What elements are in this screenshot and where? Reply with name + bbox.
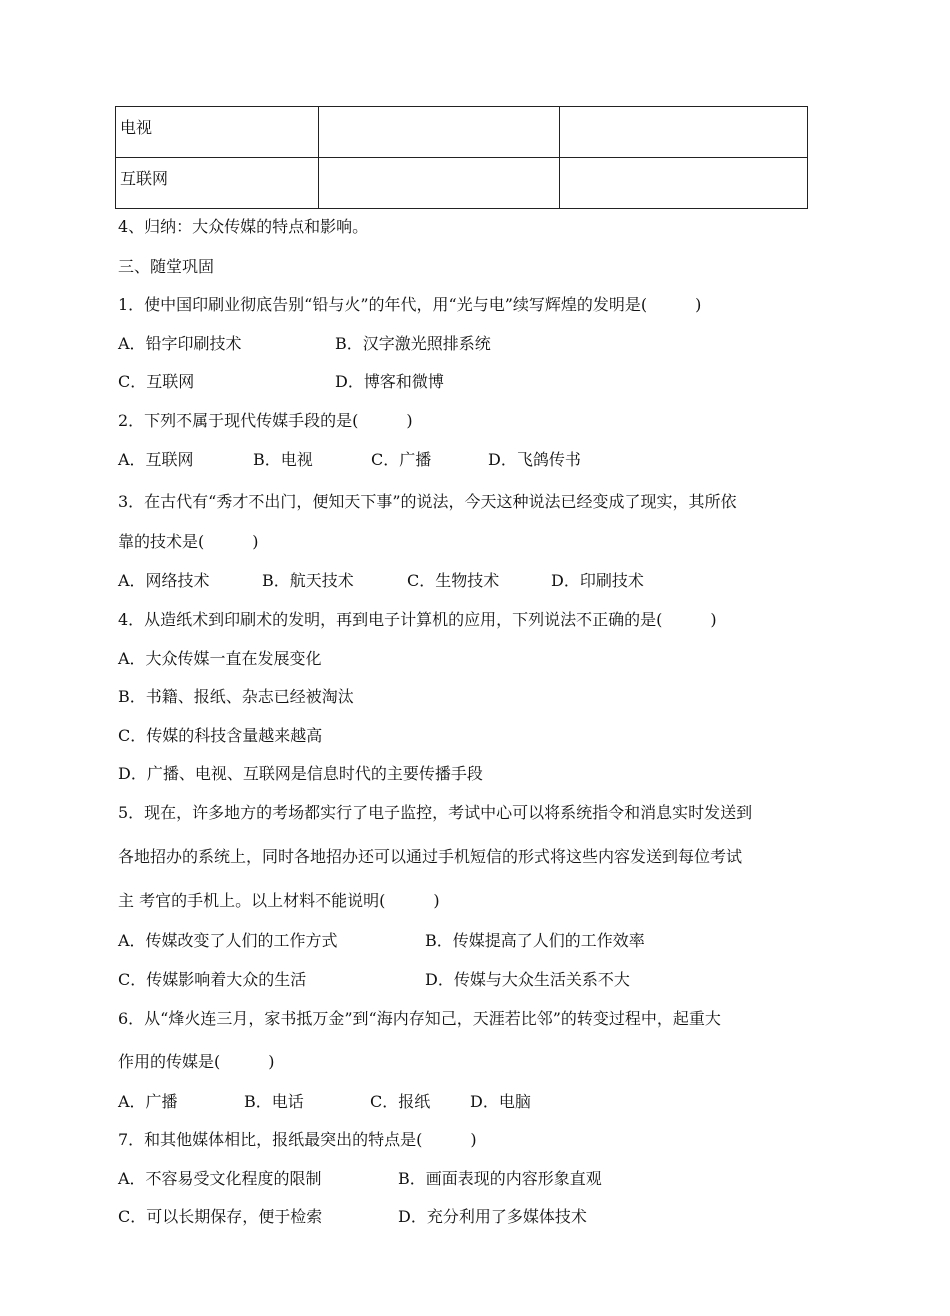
table-cell <box>560 107 808 158</box>
table-row <box>116 158 808 209</box>
question-6-option-a: A．广播 <box>118 1092 178 1111</box>
question-1-option-a: A．铅字印刷技术 <box>118 334 242 353</box>
question-5-option-d: D．传媒与大众生活关系不大 <box>425 970 630 989</box>
question-7-option-d: D．充分利用了多媒体技术 <box>398 1207 587 1226</box>
question-5-stem-line-1: 5．现在，许多地方的考场都实行了电子监控，考试中心可以将系统指令和消息实时发送到 <box>118 803 753 822</box>
question-4-option-c: C．传媒的科技含量越来越高 <box>118 726 323 745</box>
section-heading: 三、随堂巩固 <box>118 257 215 276</box>
question-5-option-c: C．传媒影响着大众的生活 <box>118 970 307 989</box>
question-1-option-d: D．博客和微博 <box>335 372 444 391</box>
question-5-option-b: B．传媒提高了人们的工作效率 <box>425 931 645 950</box>
question-4-stem: 4．从造纸术到印刷术的发明，再到电子计算机的应用，下列说法不正确的是( ) <box>118 610 717 629</box>
media-comparison-table <box>115 106 808 209</box>
question-6-option-c: C．报纸 <box>370 1092 431 1111</box>
question-3-option-d: D．印刷技术 <box>551 571 644 590</box>
table-cell-label: 电视 <box>116 107 319 158</box>
question-2-option-b: B．电视 <box>253 450 313 469</box>
table-cell-label: 互联网 <box>116 158 319 209</box>
table-cell <box>560 158 808 209</box>
table-cell <box>319 107 560 158</box>
question-1-option-c: C．互联网 <box>118 372 195 391</box>
summary-item: 4、归纳：大众传媒的特点和影响。 <box>118 217 369 236</box>
question-7-option-b: B．画面表现的内容形象直观 <box>398 1169 602 1188</box>
question-3-option-a: A．网络技术 <box>118 571 210 590</box>
question-5-stem-line-2: 各地招办的系统上，同时各地招办还可以通过手机短信的形式将这些内容发送到每位考试 <box>118 847 743 866</box>
question-6-stem-line-1: 6．从“烽火连三月，家书抵万金”到“海内存知己，天涯若比邻”的转变过程中，起重大 <box>118 1009 721 1028</box>
question-3-stem-line-1: 3．在古代有“秀才不出门，便知天下事”的说法，今天这种说法已经变成了现实，其所依 <box>118 492 737 511</box>
question-1-option-b: B．汉字激光照排系统 <box>335 334 491 353</box>
question-3-option-b: B．航天技术 <box>262 571 354 590</box>
question-5-stem-line-3: 主 考官的手机上。以上材料不能说明( ) <box>118 891 440 910</box>
question-4-option-a: A．大众传媒一直在发展变化 <box>118 649 322 668</box>
question-1-stem: 1．使中国印刷业彻底告别“铅与火”的年代，用“光与电”续写辉煌的发明是( ) <box>118 295 702 314</box>
question-6-option-b: B．电话 <box>244 1092 304 1111</box>
question-7-stem: 7．和其他媒体相比，报纸最突出的特点是( ) <box>118 1130 477 1149</box>
question-2-option-d: D．飞鸽传书 <box>488 450 581 469</box>
question-7-option-c: C．可以长期保存，便于检索 <box>118 1207 323 1226</box>
question-3-stem-line-2: 靠的技术是( ) <box>118 532 259 551</box>
question-7-option-a: A．不容易受文化程度的限制 <box>118 1169 322 1188</box>
question-5-option-a: A．传媒改变了人们的工作方式 <box>118 931 338 950</box>
table-cell <box>319 158 560 209</box>
question-6-option-d: D．电脑 <box>470 1092 531 1111</box>
question-6-stem-line-2: 作用的传媒是( ) <box>118 1052 275 1071</box>
question-2-option-a: A．互联网 <box>118 450 194 469</box>
question-4-option-d: D．广播、电视、互联网是信息时代的主要传播手段 <box>118 764 483 783</box>
question-4-option-b: B．书籍、报纸、杂志已经被淘汰 <box>118 687 354 706</box>
question-3-option-c: C．生物技术 <box>407 571 500 590</box>
question-2-option-c: C．广播 <box>371 450 432 469</box>
question-2-stem: 2．下列不属于现代传媒手段的是( ) <box>118 411 413 430</box>
table-row <box>116 107 808 158</box>
